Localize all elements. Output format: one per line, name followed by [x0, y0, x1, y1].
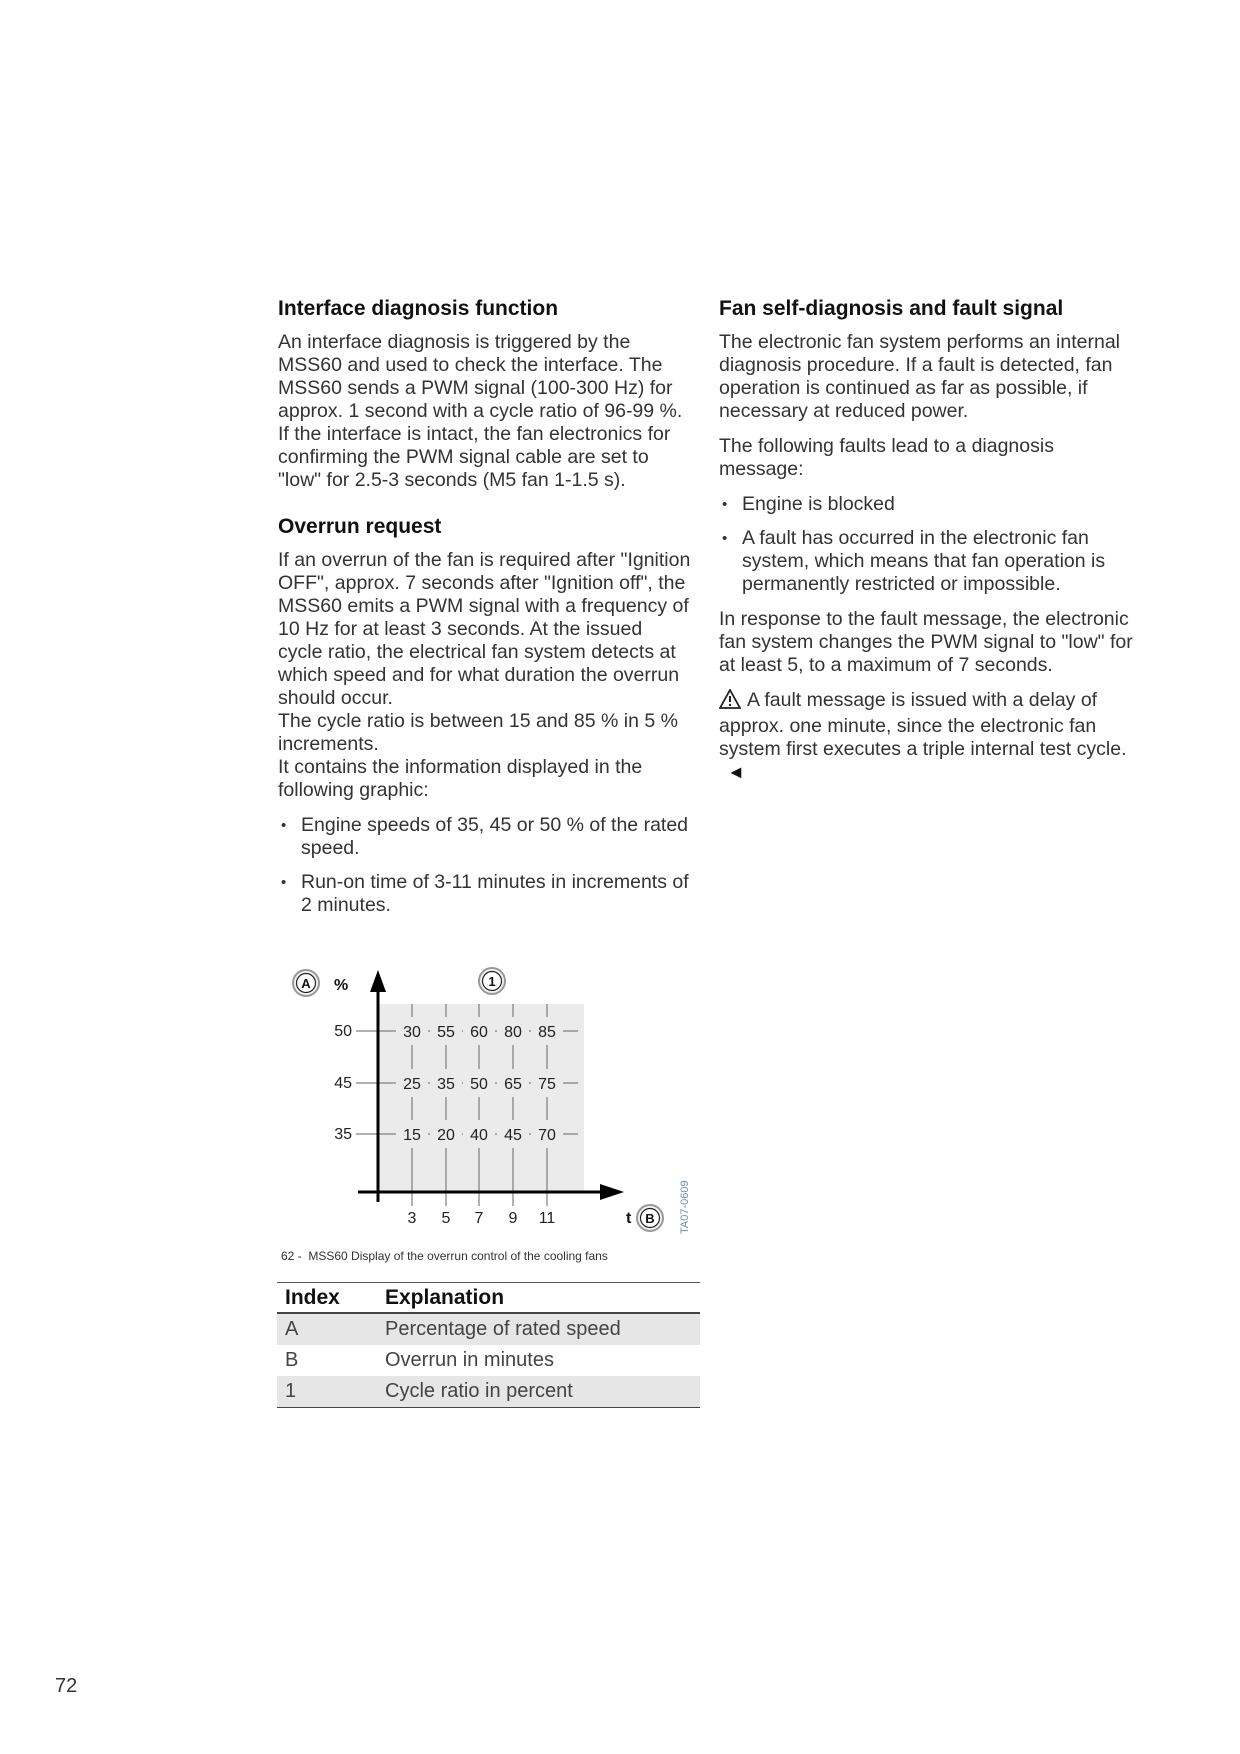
- warning-triangle-icon: [719, 689, 741, 715]
- figure-caption: [281, 1249, 608, 1263]
- index-explanation-table: [277, 1282, 700, 1408]
- x-tick-label: 9: [508, 1210, 518, 1227]
- x-axis-arrow: [600, 1184, 624, 1200]
- table-header-row: [277, 1283, 700, 1314]
- badge-1: [479, 968, 505, 994]
- y-axis-label: %: [334, 977, 349, 994]
- fan-self-diagnosis-heading: Fan self-diagnosis and fault signal: [719, 297, 1064, 320]
- cycle-ratio-cell: 80: [504, 1024, 522, 1041]
- interface-diagnosis-heading: Interface diagnosis function: [278, 297, 559, 320]
- x-tick-label: 3: [407, 1210, 417, 1227]
- self-diagnosis-text: The electronic fan system performs an internal diagnosis procedure. If a fault is detected, fan operation is continued as far as possible, if necessary at reduced power.: [719, 331, 1121, 423]
- figure-number: 62 -: [281, 1249, 302, 1263]
- x-tick-label: 11: [538, 1210, 556, 1227]
- y-axis-arrow: [370, 970, 386, 992]
- badge-b: [637, 1205, 663, 1231]
- table-cell-explanation: Percentage of rated speed: [377, 1313, 700, 1345]
- right-column: [719, 296, 1133, 796]
- graphic-intro-text: It contains the information displayed in the following graphic:: [278, 756, 643, 802]
- interface-diagnosis-text: An interface diagnosis is triggered by the MSS60 and used to check the interface. The MSS60 sends a PWM signal (100-300 Hz) for approx. 1 second with a cycle ratio of 96-99 %. If the interface is intact, the fan electronics for confirming the PWM signal cable are set to "low" for 2.5-3 seconds (M5 fan 1-1.5 s).: [278, 331, 683, 492]
- list-item: • Engine speeds of 35, 45 or 50 % of the rated speed.: [281, 814, 689, 860]
- cycle-ratio-cell: 55: [437, 1024, 455, 1041]
- list-item: • Engine is blocked: [722, 493, 895, 516]
- left-column: [278, 296, 692, 929]
- faults-bullet-list: [719, 493, 1133, 596]
- table-cell-index: B: [285, 1349, 299, 1371]
- cycle-ratio-cell: 85: [538, 1024, 556, 1041]
- table-row: [277, 1313, 700, 1345]
- overrun-bullet-list: [278, 814, 692, 917]
- side-code: TA07-0609: [679, 1180, 691, 1234]
- figure-caption-text: MSS60 Display of the overrun control of the cooling fans: [308, 1249, 608, 1263]
- table-cell-explanation: Overrun in minutes: [385, 1349, 554, 1371]
- cycle-ratio-cell: 20: [437, 1127, 455, 1144]
- table-row: [277, 1376, 700, 1408]
- column-header-explanation: Explanation: [377, 1283, 700, 1314]
- list-item: • A fault has occurred in the electronic fan system, which means that fan operation is permanently restricted or impossible.: [722, 527, 1106, 596]
- cycle-ratio-cell: 30: [403, 1024, 421, 1041]
- cycle-ratio-cell: 70: [538, 1127, 556, 1144]
- faults-intro-text: The following faults lead to a diagnosis message:: [719, 435, 1054, 481]
- x-axis-label: t: [626, 1210, 632, 1227]
- overrun-request-text: If an overrun of the fan is required after "Ignition OFF", approx. 7 seconds after "Ignition off", the MSS60 emits a PWM signal with a frequency of 10 Hz for at least 3 seconds. At the issued cycle ratio, the electrical fan system detects at which speed and for what duration the overrun should occur.: [278, 549, 691, 710]
- cycle-ratio-cell: 15: [403, 1127, 421, 1144]
- overrun-control-chart: [278, 966, 718, 1248]
- y-tick-label: 35: [334, 1126, 352, 1143]
- cycle-ratio-cell: 65: [504, 1076, 522, 1093]
- overrun-request-heading: Overrun request: [278, 515, 442, 539]
- table-cell-explanation: Cycle ratio in percent: [377, 1376, 700, 1408]
- fault-response-text: In response to the fault message, the electronic fan system changes the PWM signal to "low" for at least 5, to a maximum of 7 seconds.: [719, 608, 1133, 677]
- cycle-ratio-cell: 35: [437, 1076, 455, 1093]
- page-number: 72: [55, 1675, 78, 1697]
- svg-text:1: 1: [488, 974, 496, 989]
- column-header-index: Index: [277, 1283, 377, 1314]
- cycle-ratio-cell: 45: [504, 1127, 522, 1144]
- x-tick-label: 5: [441, 1210, 451, 1227]
- end-marker-icon: ◄: [727, 762, 745, 783]
- list-item: • Run-on time of 3-11 minutes in increments of 2 minutes.: [281, 871, 689, 917]
- svg-text:B: B: [645, 1211, 655, 1226]
- table-row: [277, 1345, 700, 1376]
- cycle-ratio-cell: 75: [538, 1076, 556, 1093]
- badge-a: [293, 970, 319, 996]
- y-tick-label: 50: [334, 1023, 352, 1040]
- y-tick-label: 45: [334, 1075, 352, 1092]
- svg-text:A: A: [301, 976, 311, 991]
- warning-note: A fault message is issued with a delay of approx. one minute, since the electronic fan system first executes a triple internal test cycle. ◄: [719, 689, 1127, 783]
- x-tick-label: 7: [474, 1210, 484, 1227]
- cycle-ratio-cell: 40: [470, 1127, 488, 1144]
- cycle-ratio-cell: 50: [470, 1076, 488, 1093]
- table-cell-index: A: [277, 1313, 377, 1345]
- cycle-ratio-cell: 25: [403, 1076, 421, 1093]
- cycle-ratio-text: The cycle ratio is between 15 and 85 % in 5 % increments.: [278, 710, 678, 756]
- cycle-ratio-cell: 60: [470, 1024, 488, 1041]
- table-cell-index: 1: [277, 1376, 377, 1408]
